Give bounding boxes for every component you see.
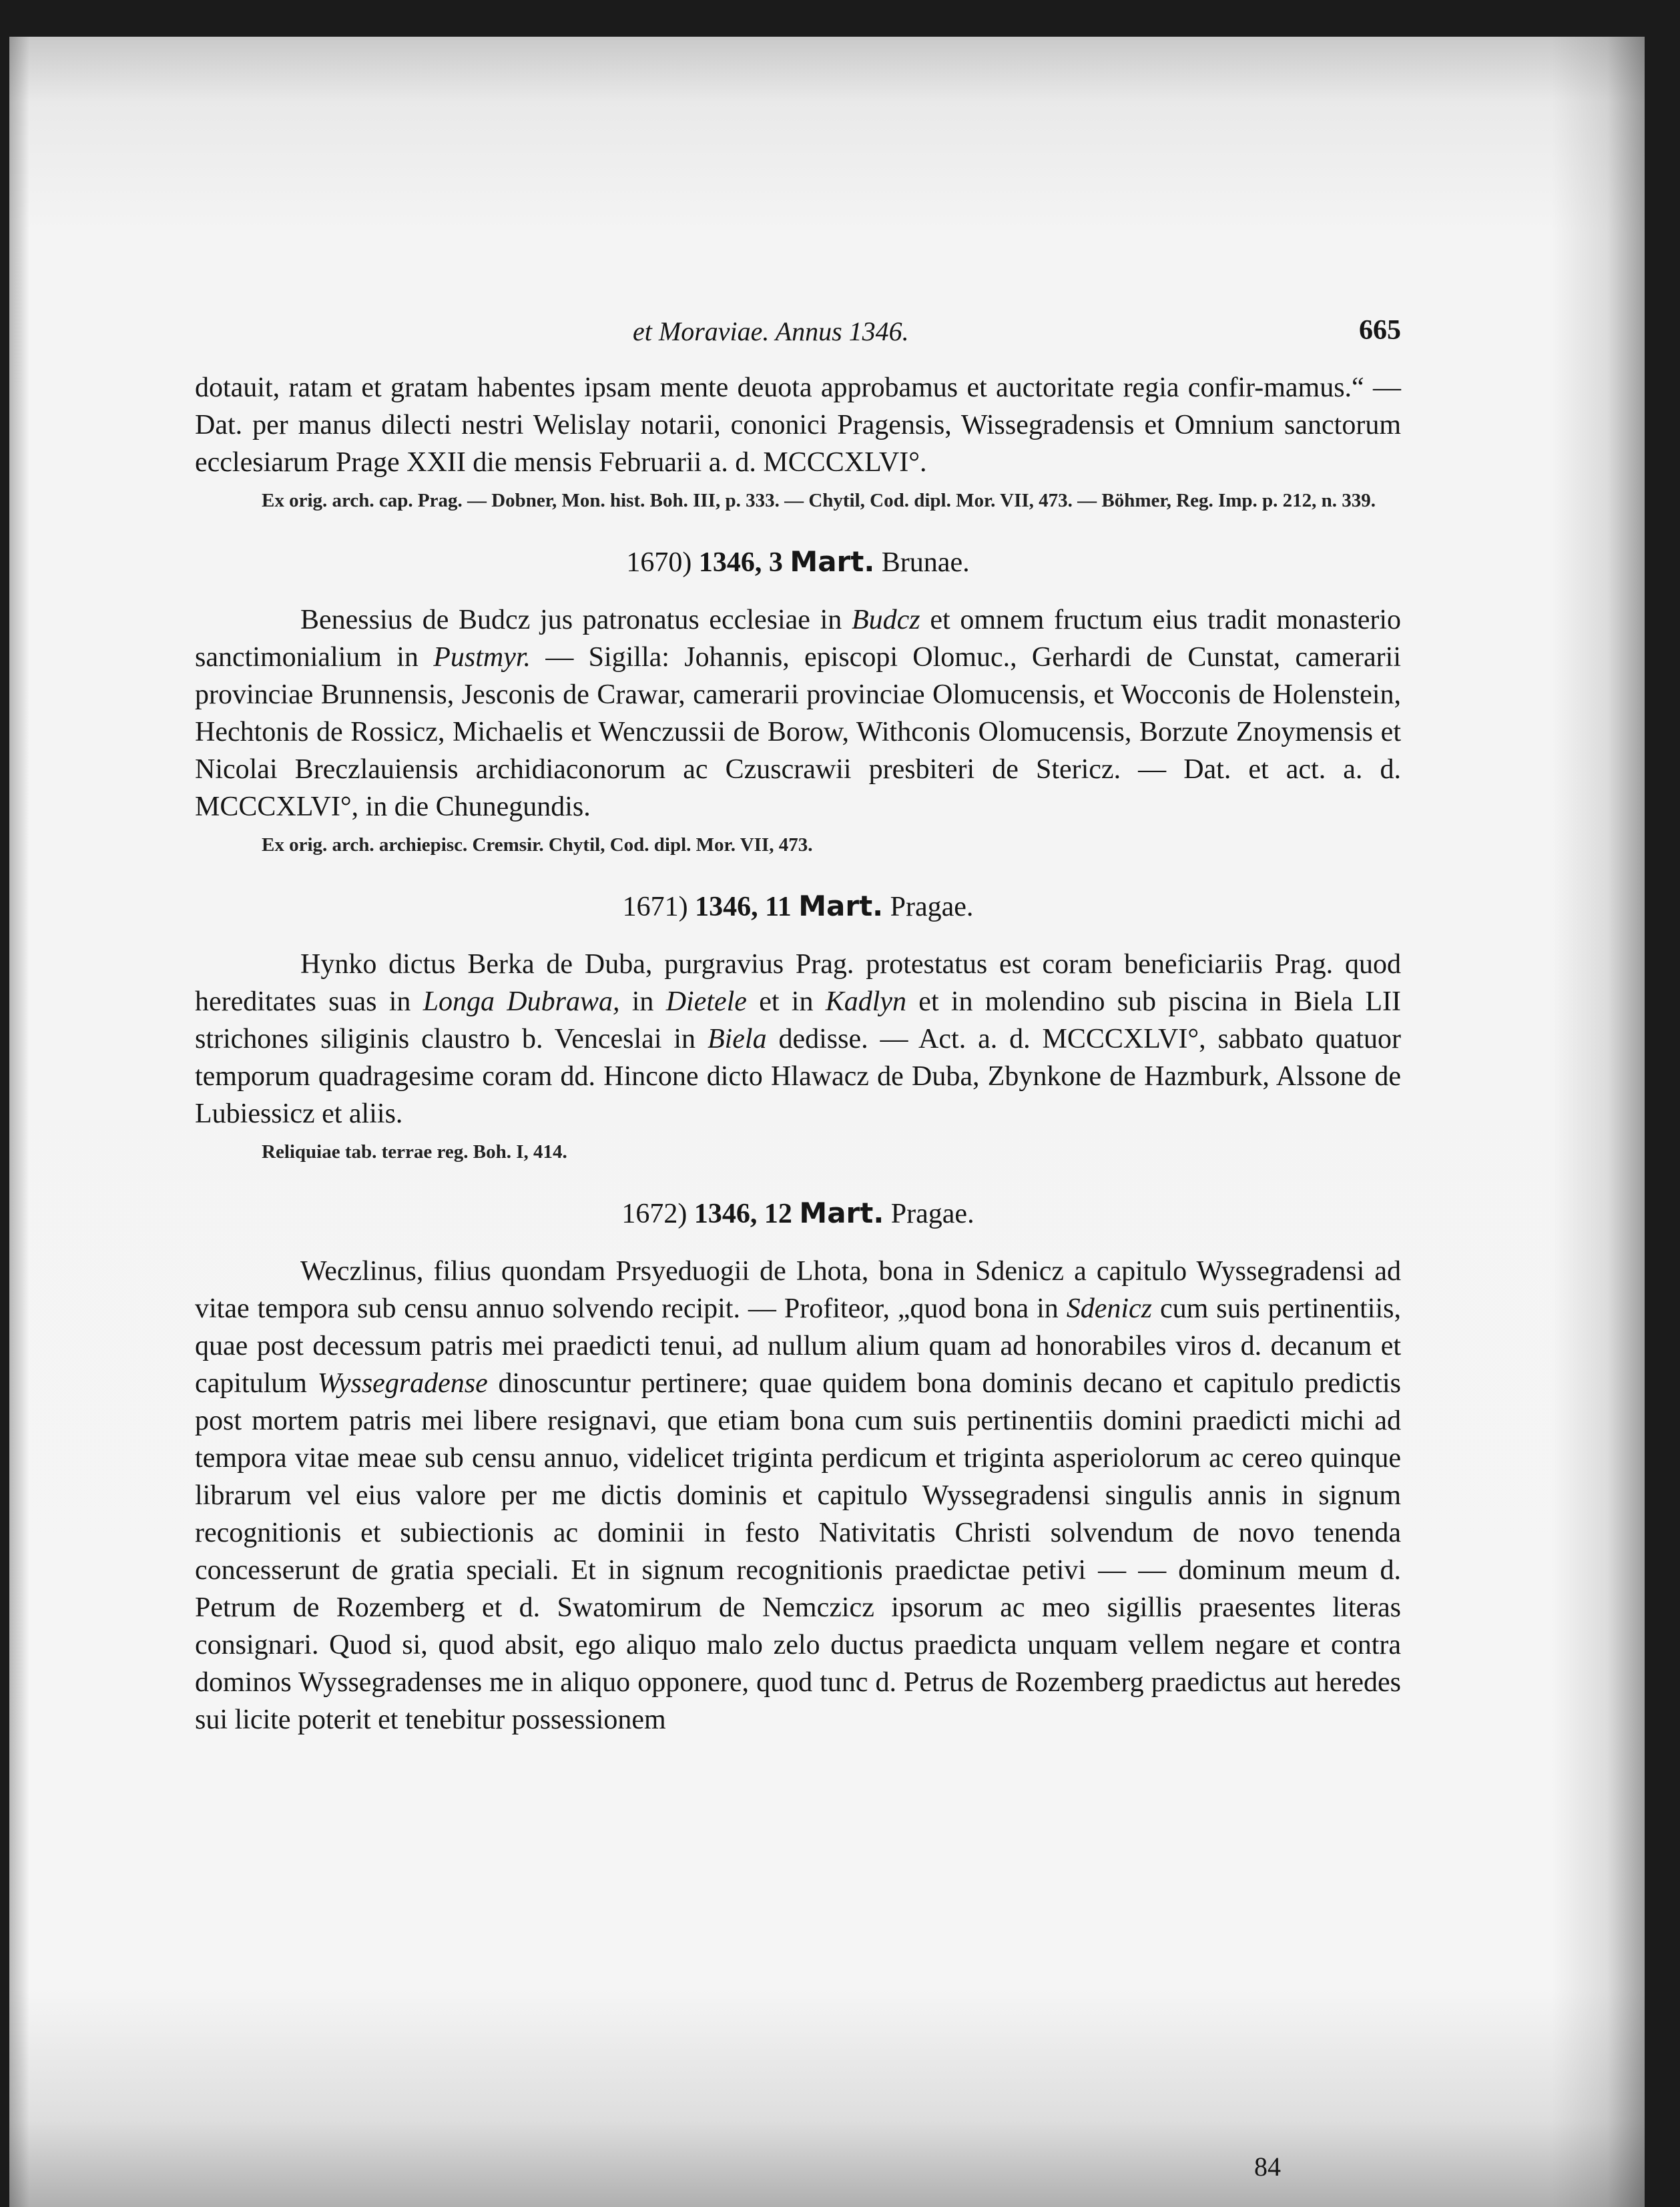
- place-name: Sdenicz: [1066, 1293, 1153, 1324]
- entry-heading-1671: [195, 890, 1401, 923]
- entry-month: Mart.: [798, 890, 884, 922]
- continuation-paragraph: dotauit, ratam et gratam habentes ipsam mente deuota approbamus et auctoritate regia confir-mamus.“ — Dat. per manus dilecti nestri Welislay notarii, cononici Pragensis, Wissegradensis et Omnium sanctorum ecclesiarum Prage XXII die mensis Februarii a. d. MCCCXLVI°.: [195, 372, 1401, 478]
- entry-heading-1670: [195, 545, 1401, 579]
- entry-date: 1346, 11: [695, 892, 792, 922]
- place-name: Budcz: [852, 605, 920, 635]
- entry-place: Pragae.: [890, 892, 974, 922]
- page-number: 665: [1359, 315, 1401, 346]
- place-name: Biela: [707, 1024, 767, 1054]
- entry-date: 1346, 12: [693, 1199, 792, 1229]
- entry-number: 1670): [626, 547, 692, 578]
- entry-month: Mart.: [790, 545, 875, 578]
- entry-place: Pragae.: [890, 1199, 974, 1229]
- entry-heading-1672: [195, 1197, 1401, 1230]
- entry-text-1671: Hynko dictus Berka de Duba, purgravius Prag. protestatus est coram beneficiariis Prag. quod hereditates suas in Longa Dubrawa, in Dietele et in Kadlyn et in molendino sub piscina in Biela LII strichones siliginis claustro b. Venceslai in Biela dedisse. — Act. a. d. MCCCXLVI°, sabbato quatuor temporum quadragesime coram dd. Hincone dicto Hlawacz de Duba, Zbynkone de Hazmburk, Alssone de Lubiessicz et aliis.: [195, 949, 1401, 1129]
- entry-text-1670: Benessius de Budcz jus patronatus ecclesiae in Budcz et omnem fructum eius tradit monasterio sanctimonialium in Pustmyr. — Sigilla: Johannis, episcopi Olomuc., Gerhardi de Cunstat, camerarii provinciae Brunnensis, Jesconis de Crawar, camerarii provinciae Olomucensis, et Wocconis de Holenstein, Hechtonis de Rossicz, Michaelis et Wenczussii de Borow, Withconis Olomucensis, Borzute Znoymensis et Nicolai Breczlauiensis archidiaconorum ac Czuscrawii presbiteri de Stericz. — Dat. et act. a. d. MCCCXLVI°, in die Chunegundis.: [195, 605, 1402, 822]
- running-title: et Moraviae. Annus 1346.: [633, 316, 909, 346]
- signature-mark: 84: [1254, 2152, 1281, 2182]
- source-note-1670: Ex orig. arch. archiepisc. Cremsir. Chytil, Cod. dipl. Mor. VII, 473.: [262, 834, 813, 856]
- continuation-source-note: Ex orig. arch. cap. Prag. — Dobner, Mon. hist. Boh. III, p. 333. — Chytil, Cod. dipl. Mor. VII, 473. — Böhmer, Reg. Imp. p. 212, n. 339.: [262, 490, 1376, 511]
- entry-place: Brunae.: [881, 547, 970, 578]
- entry-date: 1346, 3: [698, 547, 783, 578]
- place-name: Kadlyn: [825, 986, 907, 1017]
- entry-text-1672: Weczlinus, filius quondam Prsyeduogii de Lhota, bona in Sdenicz a capitulo Wyssegradensi ad vitae tempora sub censu annuo solvendo recipit. — Profiteor, „quod bona in Sdenicz cum suis pertinentiis, quae post decessum patris mei praedicti tenui, ad nullum alium quam ad honorabiles viros d. decanum et capitulum Wyssegradense dinoscuntur pertinere; quae quidem bona dominis decano et capitulo predictis post mortem patris mei libere resignavi, que etiam bona cum suis pertinentiis domini praedicti michi ad tempora vitae meae sub censu annuo, videlicet triginta perdicum et triginta asperiolorum ac cereo quinque librarum vel eius valore per me dictis dominis et capitulo Wyssegradensi singulis annis in signum recognitionis et subiectionis ac dominii in festo Nativitatis Christi solvendum de novo tenenda concesserunt de gratia speciali. Et in signum recognitionis praedictae petivi — — dominum meum d. Petrum de Rozemberg et d. Swatomirum de Nemczicz ipsorum ac meo sigillis praesentes literas consignari. Quod si, quod absit, ego aliquo malo zelo ductus praedicta unquam vellem negare et contra dominos Wyssegradenses me in aliquo opponere, quod tunc d. Petrus de Rozemberg praedictus aut heredes sui licite poterit et tenebitur possessionem: [195, 1256, 1401, 1735]
- entry-number: 1671): [622, 892, 688, 922]
- place-name: Dietele: [665, 986, 747, 1017]
- running-header: [195, 277, 1401, 346]
- place-name: Longa Dubrawa,: [423, 986, 620, 1017]
- page-content: [195, 277, 1402, 2182]
- place-name: Wyssegradense: [317, 1368, 488, 1399]
- entry-number: 1672): [621, 1199, 687, 1229]
- document-page: [9, 37, 1645, 2207]
- source-note-1671: Reliquiae tab. terrae reg. Boh. I, 414.: [262, 1141, 567, 1163]
- place-name: Pustmyr.: [433, 642, 531, 673]
- entry-month: Mart.: [799, 1197, 884, 1229]
